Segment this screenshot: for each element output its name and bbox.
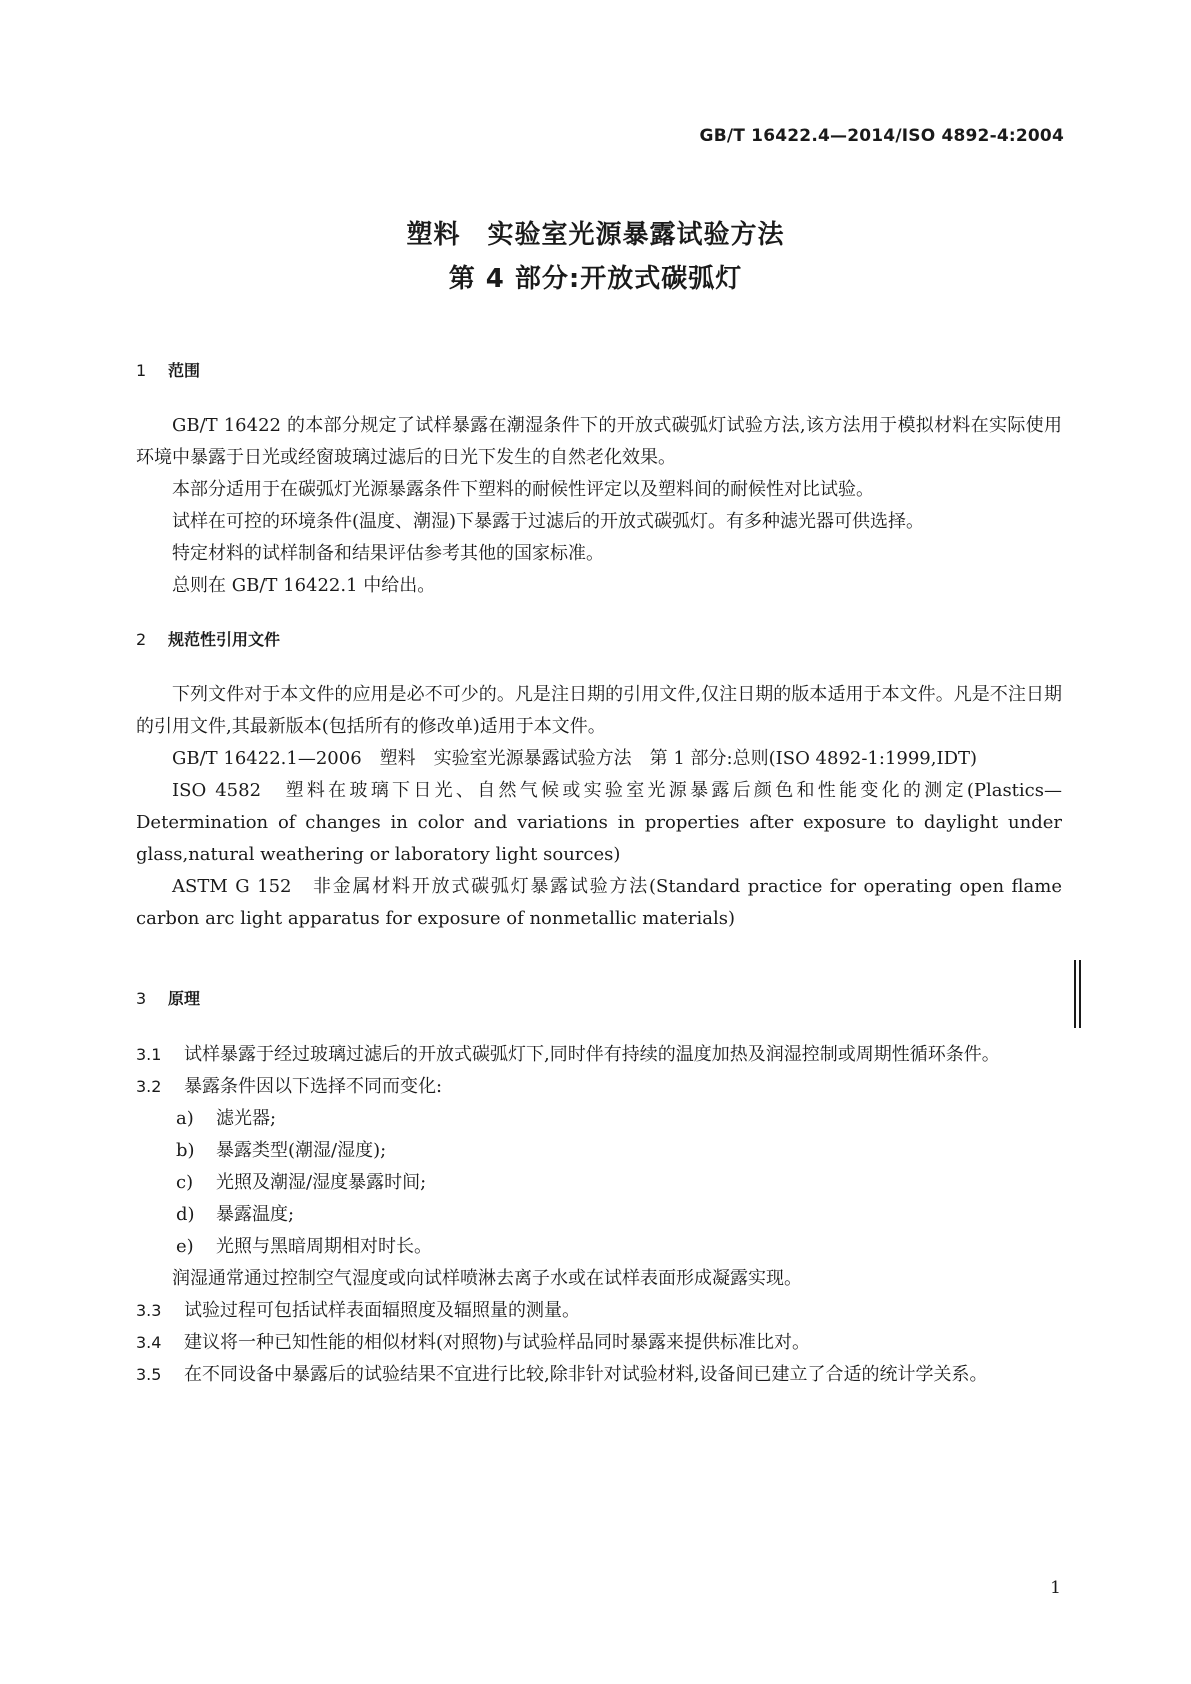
- reference-entry: ASTM G 152 非金属材料开放式碳弧灯暴露试验方法(Standard practice for operating open flame carbon arc light apparatus for exposure of nonmetallic materials): [136, 876, 1062, 929]
- paragraph: 特定材料的试样制备和结果评估参考其他的国家标准。: [172, 543, 604, 564]
- item-label: a): [176, 1108, 194, 1129]
- list-item: [136, 1199, 1062, 1231]
- list-item: [136, 1103, 1062, 1135]
- reference-entry: GB/T 16422.1—2006 塑料 实验室光源暴露试验方法 第 1 部分:总则(ISO 4892-1:1999,IDT): [172, 748, 978, 769]
- document-subtitle: 第 4 部分:开放式碳弧灯: [448, 264, 743, 294]
- section-number: 1: [136, 361, 147, 380]
- document-title: 塑料 实验室光源暴露试验方法: [406, 220, 785, 250]
- clause-number: 3.3: [136, 1301, 162, 1320]
- clause-text: 暴露条件因以下选择不同而变化:: [184, 1076, 443, 1097]
- clause-number: 3.4: [136, 1333, 162, 1352]
- item-label: b): [176, 1140, 195, 1161]
- section-3-heading: [136, 986, 200, 1009]
- clause-number: 3.5: [136, 1365, 162, 1384]
- section-3-body: [136, 1039, 1062, 1391]
- item-label: d): [176, 1204, 195, 1225]
- paragraph: 下列文件对于本文件的应用是必不可少的。凡是注日期的引用文件,仅注日期的版本适用于本文件。凡是不注日期的引用文件,其最新版本(包括所有的修改单)适用于本文件。: [136, 684, 1062, 737]
- item-label: e): [176, 1236, 194, 1257]
- list-item: [136, 1231, 1062, 1263]
- item-text: 光照及潮湿/湿度暴露时间;: [216, 1172, 427, 1193]
- section-2-body: [136, 679, 1062, 935]
- clause-number: 3.2: [136, 1077, 162, 1096]
- standard-number: GB/T 16422.4—2014/ISO 4892-4:2004: [699, 126, 1064, 146]
- clause-3-5: [136, 1359, 1062, 1391]
- clause-3-4: [136, 1327, 1062, 1359]
- clause-text: 在不同设备中暴露后的试验结果不宜进行比较,除非针对试验材料,设备间已建立了合适的统计学关系。: [184, 1364, 988, 1385]
- section-2-heading: [136, 627, 280, 650]
- clause-text: 试验过程可包括试样表面辐照度及辐照量的测量。: [184, 1300, 580, 1321]
- paragraph: GB/T 16422 的本部分规定了试样暴露在潮湿条件下的开放式碳弧灯试验方法,该方法用于模拟材料在实际使用环境中暴露于日光或经窗玻璃过滤后的日光下发生的自然老化效果。: [136, 415, 1062, 468]
- clause-3-1: [136, 1039, 1062, 1071]
- section-title: 范围: [168, 361, 201, 380]
- clause-text: 试样暴露于经过玻璃过滤后的开放式碳弧灯下,同时伴有持续的温度加热及润湿控制或周期性循环条件。: [184, 1044, 1000, 1065]
- list-item: [136, 1135, 1062, 1167]
- section-number: 2: [136, 630, 147, 649]
- clause-number: 3.1: [136, 1045, 162, 1064]
- reference-entry: ISO 4582 塑料在玻璃下日光、自然气候或实验室光源暴露后颜色和性能变化的测定(Plastics—Determination of changes in color and variations in properties after exposure to daylight under glass,natural weathering or laboratory light sources): [136, 780, 1062, 865]
- section-1-heading: [136, 358, 200, 381]
- clause-3-2: [136, 1071, 1062, 1103]
- page-number: 1: [1050, 1578, 1061, 1598]
- section-1-body: [136, 410, 1062, 602]
- paragraph: 本部分适用于在碳弧灯光源暴露条件下塑料的耐候性评定以及塑料间的耐候性对比试验。: [172, 479, 874, 500]
- clause-3-3: [136, 1295, 1062, 1327]
- change-bar: [1079, 960, 1081, 1028]
- section-number: 3: [136, 989, 147, 1008]
- section-title: 原理: [168, 989, 201, 1008]
- paragraph: 总则在 GB/T 16422.1 中给出。: [172, 575, 436, 596]
- list-item: [136, 1167, 1062, 1199]
- note-paragraph: 润湿通常通过控制空气湿度或向试样喷淋去离子水或在试样表面形成凝露实现。: [172, 1268, 802, 1289]
- item-text: 暴露温度;: [216, 1204, 295, 1225]
- item-label: c): [176, 1172, 194, 1193]
- item-text: 滤光器;: [216, 1108, 277, 1129]
- section-title: 规范性引用文件: [168, 630, 281, 649]
- clause-text: 建议将一种已知性能的相似材料(对照物)与试验样品同时暴露来提供标准比对。: [184, 1332, 811, 1353]
- item-text: 暴露类型(潮湿/湿度);: [216, 1140, 387, 1161]
- change-bar: [1074, 960, 1076, 1028]
- item-text: 光照与黑暗周期相对时长。: [216, 1236, 432, 1257]
- paragraph: 试样在可控的环境条件(温度、潮湿)下暴露于过滤后的开放式碳弧灯。有多种滤光器可供选择。: [172, 511, 925, 532]
